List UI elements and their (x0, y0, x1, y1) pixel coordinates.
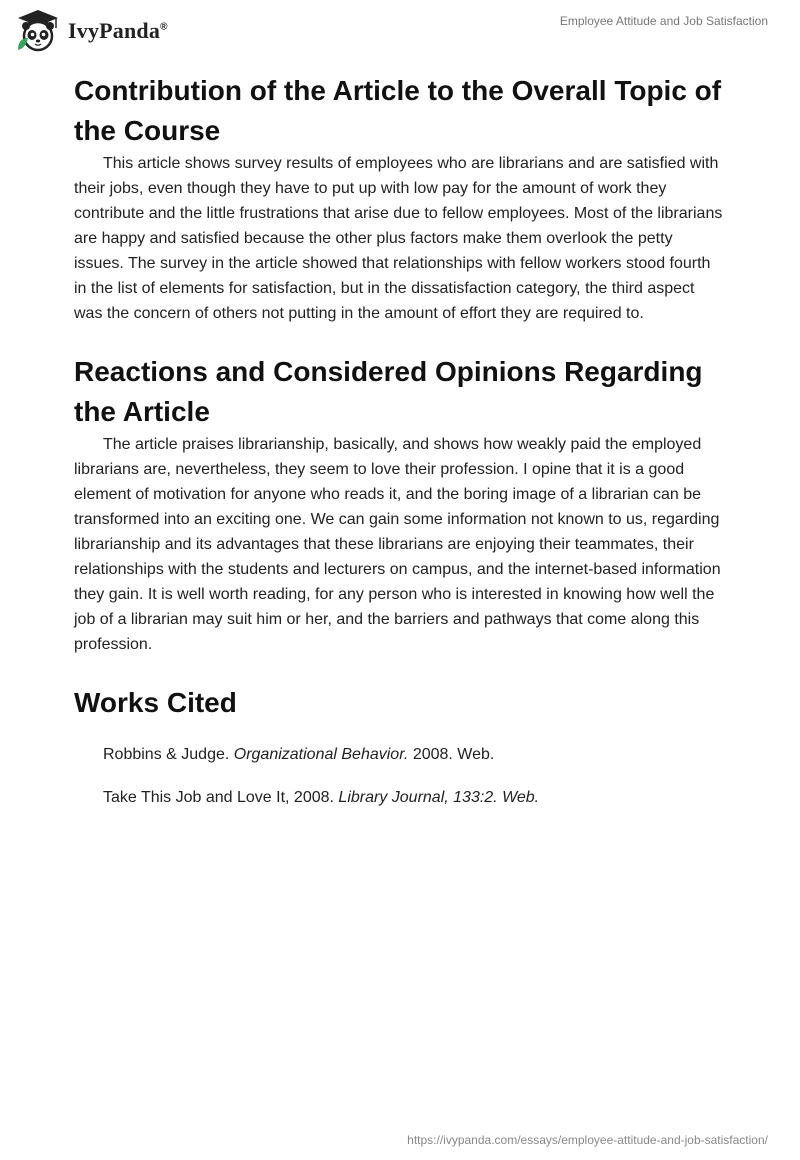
source-url[interactable]: https://ivypanda.com/essays/employee-attitude-and-job-satisfaction/ (407, 1133, 768, 1147)
section-heading-reactions: Reactions and Considered Opinions Regarding the Article (74, 356, 703, 427)
section-heading-contribution: Contribution of the Article to the Overall Topic of the Course (74, 75, 722, 146)
registered-mark: ® (160, 21, 168, 33)
citation-title: Library Journal, 133:2. Web. (338, 789, 540, 806)
citation-author: Robbins & Judge. (103, 746, 234, 763)
page-header (0, 0, 800, 60)
citation-entry (74, 787, 726, 809)
section-paragraph-contribution: This article shows survey results of employees who are librarians and are satisfied with their jobs, even though they have to put up with low pay for the amount of work they contribute and the little frustrations that arise due to fellow employees. Most of the librarians are happy and satisfied because the other plus factors make them overlook the petty issues. The survey in the article showed that relationships with fellow workers stood fourth in the list of elements for satisfaction, but in the dissatisfaction category, the third aspect was the concern of others not putting in the amount of effort they are required to. (74, 155, 723, 322)
citation-details: 2008. Web. (408, 746, 495, 763)
document-title: Employee Attitude and Job Satisfaction (559, 14, 768, 28)
citation-title: Organizational Behavior. (233, 746, 409, 763)
panda-icon (14, 8, 62, 52)
ivypanda-logo[interactable] (14, 8, 168, 52)
citation-author: Take This Job and Love It, 2008. (103, 789, 339, 806)
brand-name: IvyPanda® (68, 18, 168, 43)
citation-entry (74, 744, 726, 766)
section-paragraph-reactions: The article praises librarianship, basically, and shows how weakly paid the employed librarians are, nevertheless, they seem to love their profession. I opine that it is a good element of motivation for anyone who reads it, and the boring image of a librarian can be transformed into an exciting one. We can gain some information not known to us, regarding librarianship and its advantages that these librarians are enjoying their teammates, their relationships with the students and lecturers on campus, and the internet-based information they gain. It is well worth reading, for any person who is interested in knowing how well the job of a librarian may suit him or her, and the barriers and pathways that come along this profession. (74, 436, 721, 653)
works-cited-heading: Works Cited (74, 687, 237, 718)
essay-body (74, 70, 726, 809)
